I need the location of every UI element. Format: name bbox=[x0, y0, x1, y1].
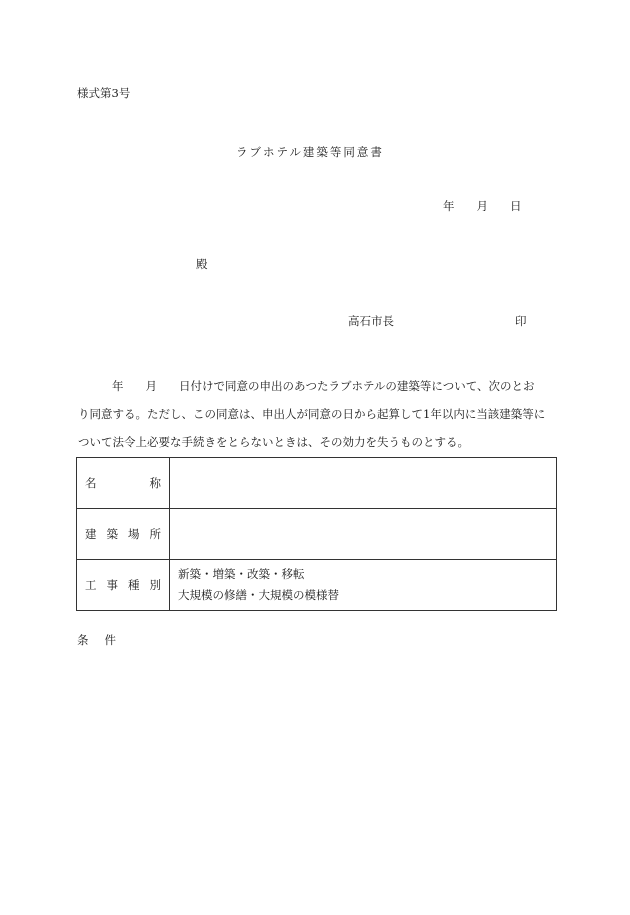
work-type-line-2: 大規模の修繕・大規模の模様替 bbox=[178, 588, 339, 602]
info-table bbox=[76, 457, 557, 611]
location-label: 建 築 場 所 bbox=[77, 509, 170, 560]
body-line-1 bbox=[78, 372, 556, 400]
addressee-suffix: 殿 bbox=[196, 257, 208, 271]
conditions-heading: 条 件 bbox=[77, 633, 116, 647]
date-year: 年 bbox=[443, 199, 455, 213]
body-paragraph bbox=[78, 372, 556, 456]
location-value bbox=[170, 509, 557, 560]
seal-mark: 印 bbox=[515, 314, 527, 328]
table-row-work-type bbox=[77, 560, 557, 611]
issuer: 高石市長 bbox=[348, 314, 394, 328]
table-row-location bbox=[77, 509, 557, 560]
date-line bbox=[443, 198, 522, 214]
body-line-3: ついて法令上必要な手続きをとらないときは、その効力を失うものとする。 bbox=[78, 435, 469, 449]
body-month: 月 bbox=[145, 379, 157, 393]
body-line-1-text: 日付けで同意の申出のあつたラブホテルの建築等について、次のとお bbox=[179, 379, 535, 393]
date-month: 月 bbox=[476, 199, 488, 213]
body-year: 年 bbox=[112, 379, 124, 393]
document-title: ラブホテル建築等同意書 bbox=[236, 145, 384, 159]
body-line-2: り同意する。ただし、この同意は、申出人が同意の日から起算して1年以内に当該建築等に bbox=[78, 407, 546, 421]
work-type-value bbox=[170, 560, 557, 611]
name-label: 名 称 bbox=[77, 458, 170, 509]
work-type-label: 工 事 種 別 bbox=[77, 560, 170, 611]
date-day: 日 bbox=[510, 199, 522, 213]
work-type-line-1: 新築・増築・改築・移転 bbox=[178, 567, 305, 581]
name-value bbox=[170, 458, 557, 509]
table-row-name bbox=[77, 458, 557, 509]
form-number: 様式第3号 bbox=[77, 86, 131, 100]
